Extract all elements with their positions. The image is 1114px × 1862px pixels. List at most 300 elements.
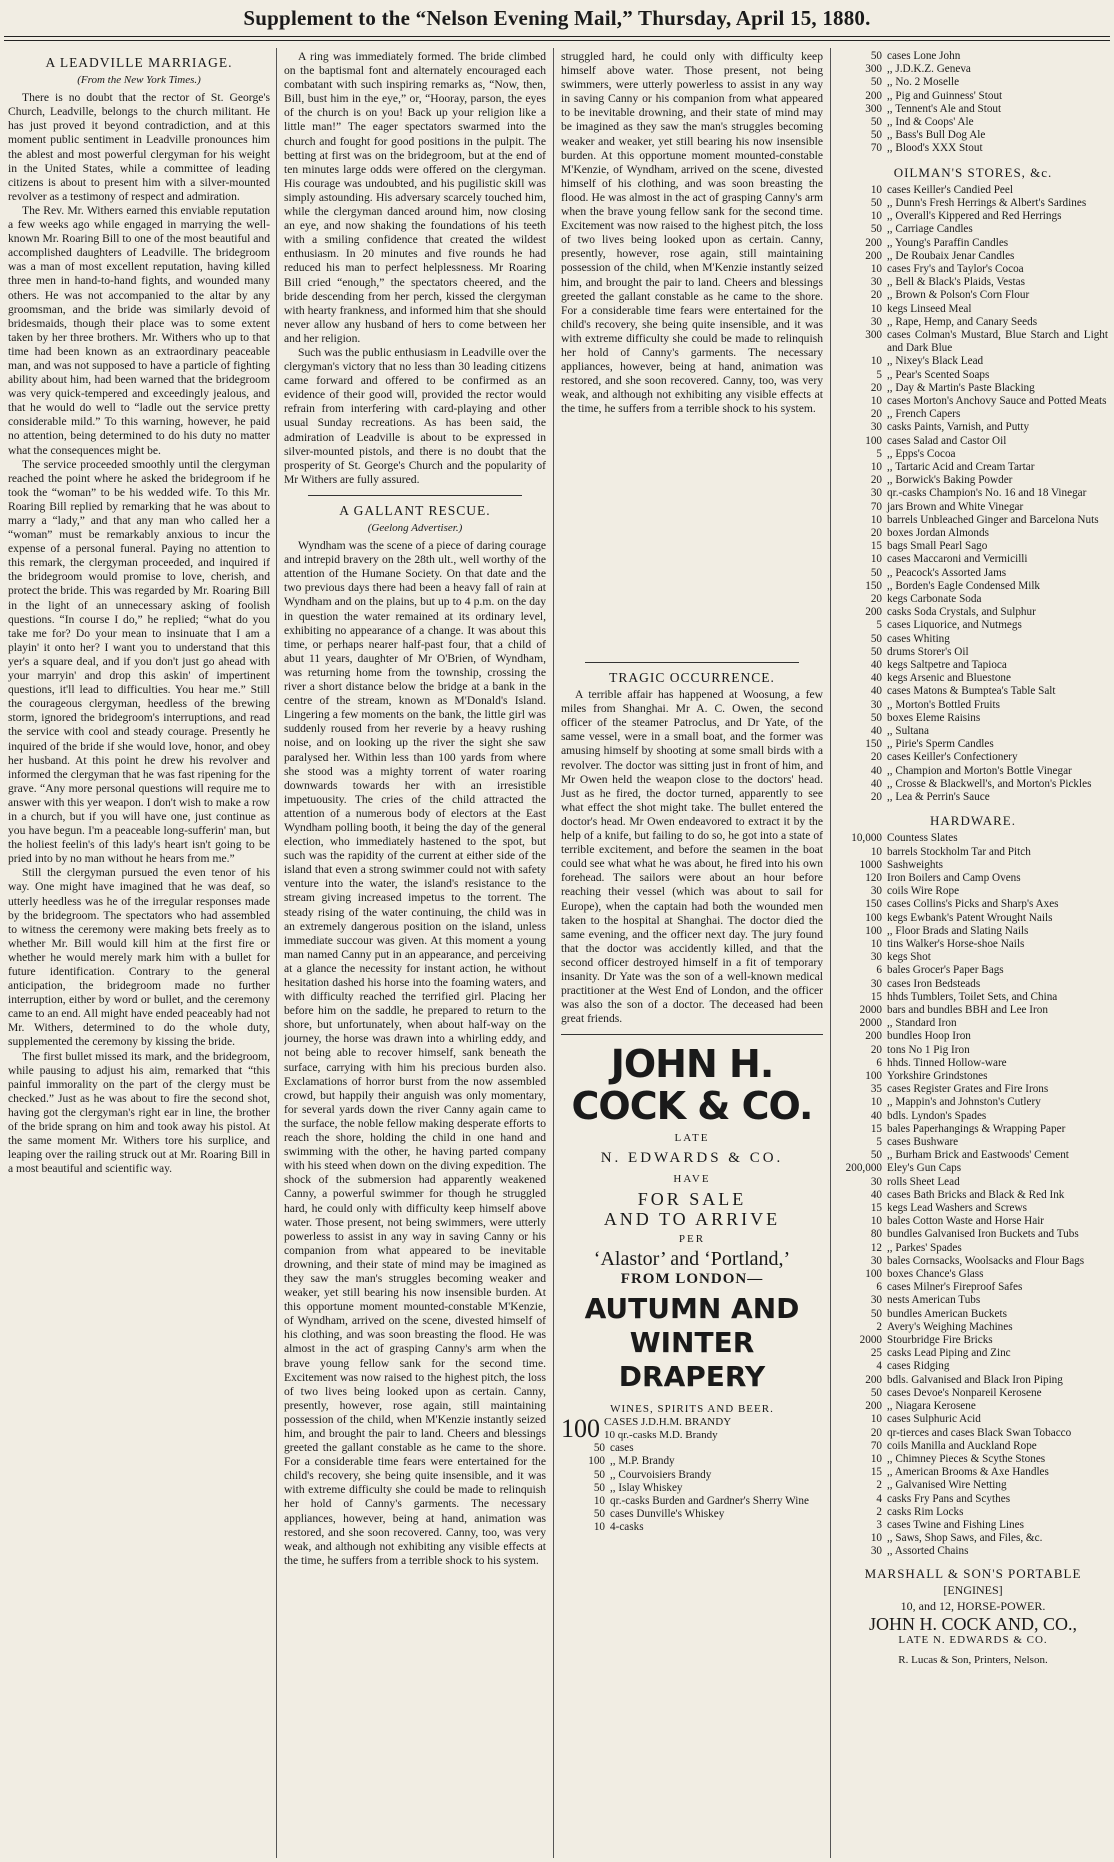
advert-have: HAVE [673,1172,711,1185]
item-quantity: 100 [865,1268,882,1281]
article-source: (Geelong Advertiser.) [367,522,463,534]
oilmen-item [838,474,1108,487]
item-quantity: 100 [865,434,882,447]
hardware-item [838,1466,1108,1479]
item-description: ,, Niagara Kerosene [887,1400,976,1413]
item-quantity: 20 [870,751,882,764]
item-quantity: 50 [870,1386,882,1399]
item-description: Yorkshire Grindstones [887,1070,988,1083]
item-quantity: 70 [870,1439,882,1452]
paragraph-continued: struggled hard, he could only with difficulty keep himself above water. Those present, not being swimmers, were utterly powerless to assist in any way in saving Canny or his companion from what appeared to be inevitable drowning, and their state of mind may be imagined as they saw the man's struggles becoming weaker and weaker, yet still bearing his now insensible burden. At this opportune moment mounted-constable M'Kenzie, of Wyndham, arrived on the scene, divested himself of his clothing, and was soon breasting the flood. He was almost in the act of grasping Canny's arm when the brave young fellow sank for the second time. Excitement was now raised to the highest pitch, the loss of two lives being looked upon as certain. Canny, presently, however, rose again, still maintaining possession of the child, when M'Kenzie instantly seized him, and brought the pair to land. Cheers and blessings greeted the gallant constable as he came to the shore. For a considerable time fears were entertained for the child's recovery, she being quite insensible, and it was with extreme difficulty she could be made to relinquish her hold of Canny's garments. The necessary appliances, however, being at hand, animation was restored, and she soon recovered. Canny, too, was very weak, and although not exhibiting any visible effects at the time, he suffers from a terrible shock to his system. [561,50,823,416]
brandy-entry [561,1416,823,1442]
item-description: Avery's Weighing Machines [887,1320,1013,1333]
paragraph: A terrible affair has happened at Woosung, a few miles from Shanghai. Mr A. C. Owen, the second officer of the steamer Patroclus, and Dr Yate, of the same vessel, were in a small boat, and the former was amusing himself by shooting at some small birds with a revolver. The doctor was sitting just in front of him, and Mr Owen held the weapon close to the doctors' head. Just as he fired, the doctor turned, apparently to see what effect the shot might take. The bullet entered the doctor's head. Mr Owen endeavored to extract it by the help of a knife, but failing to do so, he got into a state of terrible excitement, and before the seamen in the boat could see what what he was about, he fired into his own forehead. The sailors were about an hour before reaching their vessel (which was about to sail for Europe), when the captain had both the wounded men taken to the hospital at Shanghai. The doctor died the same evening, and the officer next day. The jury found that the doctor was accidently killed, and that the second officer destroyed himself in a fit of temporary insanity. Dr Yate was the son of a well-known medical practitioner at the West End of London, and the officer was also the son of a doctor. The deceased had been great friends. [561,688,823,1026]
item-description: tins Walker's Horse-shoe Nails [887,937,1025,950]
hardware-item [838,1110,1108,1123]
oilmen-item [838,791,1108,804]
hardware-item [838,1242,1108,1255]
item-quantity: 200 [865,1400,882,1413]
item-description: ,, Courvoisiers Brandy [610,1468,712,1481]
item-quantity: 40 [870,777,882,790]
item-description: bdls. Lyndon's Spades [887,1109,987,1122]
hardware-item [838,1136,1108,1149]
column-divider [276,48,277,1858]
hardware-item [838,846,1108,859]
item-quantity: 15 [870,540,882,553]
hardware-item [838,1083,1108,1096]
advert-wines-heading: WINES, SPIRITS AND BEER. [610,1403,774,1416]
item-quantity: 15 [870,1122,882,1135]
oilmen-item [838,316,1108,329]
wine-item [561,1508,823,1521]
item-quantity: 20 [870,381,882,394]
engines-title: MARSHALL & SON'S PORTABLE [864,1565,1082,1581]
oilmen-item [838,659,1108,672]
item-description: ,, Islay Whiskey [610,1481,683,1494]
hardware-item [838,1123,1108,1136]
item-description: jars Brown and White Vinegar [887,500,1024,513]
item-quantity: 50 [870,50,882,62]
oilmen-item [838,646,1108,659]
paragraph: The Rev. Mr. Withers earned this enviable reputation a few weeks ago while engaged in marrying the well-known Mr. Roaring Bill to one of the most beautiful and accomplished daughters of Leadville. The bridegroom was a man of most excellent reputation, having killed three men in hand-to-hand fights, and wounded many others. He was not accompanied to the altar by any groomsman, and the bride was similarly devoid of bridesmaids, though their place was to some extent taken by her three brothers. Mr. Withers who up to that time had been known as an extraordinary peaceable man, and was not supposed to have a particle of fighting ability about him, had been warned that the bridegroom was very quick-tempered and exceedingly jealous, and that he would do well to “ladle out the service pretty considerable mild.” To this warning, however, he paid no attention, being determined to do his duty no matter what the consequences might be. [8,203,270,457]
article-divider [308,495,522,496]
paragraph: Such was the public enthusiasm in Leadville over the clergyman's victory that no less than 30 leading citizens came forward and offered to be confirmed as an evidence of their good will, provided the rector would refrain from interfering with card-playing and other usual Sunday recreations. As has been said, the admiration of Leadville is about to be expressed in silver-mounted pistols, and there is no doubt that the prosperity of St. George's Church and the popularity of Mr Withers are fully assured. [284,345,546,486]
footer-late: LATE N. EDWARDS & CO. [898,1633,1048,1646]
item-description: cases Bath Bricks and Black & Red Ink [887,1188,1065,1201]
item-description: ,, Saws, Shop Saws, and Files, &c. [887,1532,1043,1545]
footer-firm: JOHN H. COCK AND, CO., [868,1613,1078,1634]
item-description: qr.-casks Burden and Gardner's Sherry Wine [610,1495,809,1507]
item-quantity: 100 [865,1070,882,1083]
oilmen-item [838,421,1108,434]
item-description: Sashweights [887,858,943,871]
item-quantity: 30 [870,1294,882,1307]
item-description: ,, Bell & Black's Plaids, Vestas [887,276,1025,289]
item-description: cases Maccaroni and Vermicilli [887,553,1028,566]
item-quantity: 50 [593,1442,605,1455]
item-quantity: 30 [870,276,882,289]
hardware-item [838,1228,1108,1241]
item-description: boxes Chance's Glass [887,1268,984,1281]
item-quantity: 15 [870,990,882,1003]
hardware-item [838,1374,1108,1387]
item-quantity: 2 [876,1505,882,1518]
item-description: Eley's Gun Caps [887,1162,962,1175]
item-description: barrels Unbleached Ginger and Barcelona Nuts [887,513,1099,526]
item-quantity: 150 [865,898,882,911]
column-2 [284,50,546,1856]
wine-item [561,1469,823,1482]
beer-item [838,129,1108,142]
item-description: kegs Ewbank's Patent Wrought Nails [887,911,1053,924]
item-quantity: 30 [870,951,882,964]
item-description: ,, J.D.K.Z. Geneva [887,63,971,76]
advert-ships: ‘Alastor’ and ‘Portland,’ [593,1247,791,1270]
item-description: kegs Shot [887,951,931,964]
item-quantity: 30 [870,421,882,434]
item-quantity: 10 [870,1096,882,1109]
hardware-item [838,1162,1108,1175]
item-description: bags Small Pearl Sago [887,540,988,553]
item-quantity: 2000 [859,1334,882,1347]
item-quantity: 30 [870,1545,882,1558]
item-description: ,, Pig and Guinness' Stout [887,89,1003,102]
oilmen-item [838,699,1108,712]
oilmen-item [838,725,1108,738]
item-description: cases Whiting [887,632,950,645]
item-description: ,, Standard Iron [887,1017,957,1030]
item-quantity: 50 [870,116,882,129]
item-description: bars and bundles BBH and Lee Iron [887,1004,1048,1016]
item-quantity: 300 [865,328,882,341]
hardware-item [838,1149,1108,1162]
oilmen-item [838,487,1108,500]
brandy-line: 10 qr.-casks M.D. Brandy [604,1429,718,1442]
item-quantity: 10 [593,1521,605,1534]
footer-advert [838,1567,1108,1668]
item-quantity: 20 [870,527,882,539]
beer-item [838,63,1108,76]
hardware-item [838,1545,1108,1558]
oilmen-item [838,751,1108,764]
hardware-item [838,938,1108,951]
hardware-item [838,1017,1108,1030]
item-description: ,, De Roubaix Jenar Candles [887,249,1015,262]
item-description: cases Milner's Fireproof Safes [887,1281,1023,1294]
hardware-item [838,1070,1108,1083]
hardware-item [838,898,1108,911]
item-quantity: 2000 [859,1017,882,1030]
item-quantity: 30 [870,977,882,990]
item-description: cases Colman's Mustard, Blue Starch and Light and Dark Blue [887,328,1108,355]
item-quantity: 50 [870,196,882,209]
advert-per: PER [678,1232,706,1245]
item-description: cases Keiller's Candied Peel [887,183,1013,196]
item-description: 4-casks [610,1521,644,1534]
item-description: barrels Stockholm Tar and Pitch [887,845,1031,858]
advert-for-sale: FOR SALE [637,1188,747,1209]
oilmen-item [838,448,1108,461]
oilmen-item [838,223,1108,236]
hardware-item [838,1347,1108,1360]
oilmen-item [838,435,1108,448]
hardware-item [838,1440,1108,1453]
engines-horsepower: 10, and 12, HORSE-POWER. [900,1598,1046,1613]
oilmen-item [838,276,1108,289]
oilmen-item [838,606,1108,619]
beer-item [838,103,1108,116]
oilmen-item [838,210,1108,223]
oilmen-item [838,197,1108,210]
item-quantity: 100 [588,1455,605,1468]
wine-item [561,1495,823,1508]
item-quantity: 10 [870,553,882,566]
item-quantity: 150 [865,738,882,751]
item-quantity: 50 [870,1149,882,1162]
item-quantity: 2 [876,1320,882,1333]
item-description: cases Collins's Picks and Sharp's Axes [887,898,1059,911]
hardware-item [838,951,1108,964]
oilmen-item [838,329,1108,355]
item-quantity: 10 [870,460,882,473]
item-quantity: 10 [870,183,882,196]
item-quantity: 40 [870,764,882,777]
oilmen-item [838,514,1108,527]
item-quantity: 15 [870,1466,882,1479]
paragraph: The service proceeded smoothly until the clergyman reached the point where he asked the bridegroom if he took the “woman” to be his wedded wife. To this Mr. Roaring Bill replied by remarking that he was about to marry a “lady,” and that any man who called her a “woman” must be remarkably anxious to incur the expense of a personal funeral. Paying no attention to this remark, the clergyman proceeded, and inquired if the bridegroom would promise to love, cherish, and protect the bride. This was regarded by Mr. Roaring Bill in the light of an unnecessary asking of foolish questions. “In course I do,” he replied; “what do you take me for? Do your mean to insinuate that I am a playin' it onto her? I want you to understand that this yer's a square deal, and if you don't just go ahead with your marryin' and drop this askin' of impertinent questions, it'll lead to difficulties. You hear me.” Still the courageous clergyman, heedless of the brewing storm, ignored the bridegroom's interruptions, and read the service with cool and steady courage. Presently he inquired of the bride if she would love, honor, and obey her husband. At this point he drew his revolver and informed the clergyman that he was fast ripening for the grave. “Any more personal questions will require me to answer with this yer weapon. I don't wish to make a row in a church, but if you will have one, just continue as you have begun. I'm a peaceable long-sufferin' man, but the holiest feelin's of this lady's heart isn't going to be pried into by no man without he hears from me.” [8,457,270,866]
section-heading: OILMAN'S STORES, &c. [893,164,1053,180]
item-description: ,, M.P. Brandy [610,1455,675,1468]
oilmen-item [838,289,1108,302]
item-quantity: 20 [870,791,882,804]
item-quantity: 30 [870,315,882,328]
item-description: ,, Lea & Perrin's Sauce [887,791,990,804]
column-divider [830,48,831,1858]
item-description: ,, Floor Brads and Slating Nails [887,924,1029,937]
item-quantity: 20 [870,408,882,421]
item-quantity: 40 [870,659,882,672]
item-quantity: 5 [876,447,882,460]
hardware-item [838,1453,1108,1466]
paragraph: A ring was immediately formed. The bride climbed on the baptismal font and alternately encouraged each combatant with such inspiring remarks as, “Now, then, Bill, bust him in the eye,” or, “Hooray, parson, the eyes of the church is on you! Back up your religion like a little man!” The eager spectators swarmed into the church and fought for good positions in the pulpit. The betting at first was on the bridegroom, but at the end of ten minutes large odds were offered on the clergyman. His courage was undoubted, and his pugilistic skill was simply astounding. His adversary scarcely touched him, while the clergyman danced around him, now closing an eye, and now shaking the foundations of his teeth with a smiling confidence that created the wildest enthusiasm. In 20 minutes and five rounds he had reduced his man to perfect helplessness. Mr Roaring Bill cried “enough,” the spectators cheered, and the bride descending from her perch, kissed the clergyman with hearty frankness, and informed him that she should never allow any husband of hers to come between her and her religion. [284,50,546,345]
item-quantity: 200 [865,89,882,102]
item-description: ,, Dunn's Fresh Herrings & Albert's Sardines [887,196,1087,209]
hardware-item [838,1281,1108,1294]
article-continuation [561,50,823,654]
item-description: ,, Day & Martin's Paste Blacking [887,381,1035,394]
advert-winter: WINTER DRAPERY [618,1326,766,1394]
wines-list [561,1442,823,1534]
column-divider [553,48,554,1858]
item-description: cases Ridging [887,1360,950,1373]
item-quantity: 10 [870,845,882,858]
item-quantity: 50 [870,645,882,658]
item-quantity: 50 [870,566,882,579]
item-description: cases Devoe's Nonpareil Kerosene [887,1386,1042,1399]
item-description: cases Bushware [887,1136,959,1149]
oilmen-item [838,580,1108,593]
item-quantity: 5 [876,368,882,381]
oilmen-item [838,369,1108,382]
item-quantity: 10 [870,394,882,407]
hardware-item [838,1202,1108,1215]
item-quantity: 100 [865,911,882,924]
advert-firm-name: JOHN H. COCK & CO. [571,1042,813,1129]
hardware-item [838,832,1108,845]
section-heading: HARDWARE. [930,813,1016,829]
item-quantity: 20 [870,474,882,487]
hardware-item [838,1308,1108,1321]
item-description: ,, Tartaric Acid and Cream Tartar [887,460,1035,473]
item-description: cases Morton's Anchovy Sauce and Potted Meats [887,394,1107,407]
article-title: A LEADVILLE MARRIAGE. [45,55,233,70]
advert-late: LATE [674,1132,710,1145]
item-description: ,, Bass's Bull Dog Ale [887,129,986,142]
item-quantity: 20 [870,289,882,302]
item-description: cases Matons & Bumptea's Table Salt [887,685,1056,698]
oilmen-item [838,527,1108,540]
item-description: bales Paperhangings & Wrapping Paper [887,1122,1066,1135]
wine-item [561,1482,823,1495]
hardware-item [838,1427,1108,1440]
item-description: ,, Brown & Polson's Corn Flour [887,289,1030,302]
oilmen-item [838,712,1108,725]
item-quantity: 300 [865,102,882,115]
hardware-item [838,1057,1108,1070]
item-quantity: 4 [876,1492,882,1505]
item-description: cases [610,1442,634,1455]
hardware-item [838,1189,1108,1202]
item-description: kegs Arsenic and Bluestone [887,672,1011,685]
hardware-item [838,1215,1108,1228]
item-description: ,, Borden's Eagle Condensed Milk [887,579,1041,592]
article-title: A GALLANT RESCUE. [339,502,491,518]
item-description: ,, Overall's Kippered and Red Herrings [887,210,1062,223]
wine-item [561,1455,823,1468]
item-quantity: 10 [870,1532,882,1545]
item-quantity: 50 [870,711,882,724]
item-quantity: 40 [870,1188,882,1201]
oilmen-item [838,303,1108,316]
item-quantity: 10 [870,1215,882,1228]
item-quantity: 6 [876,964,882,977]
hardware-item [838,964,1108,977]
item-quantity: 10 [870,937,882,950]
hardware-item [838,1387,1108,1400]
oilmen-item [838,263,1108,276]
item-description: hhds Tumblers, Toilet Sets, and China [887,990,1058,1003]
oilmen-item [838,593,1108,606]
item-description: kegs Saltpetre and Tapioca [887,659,1007,672]
oilmen-list [838,184,1108,805]
item-quantity: 30 [870,698,882,711]
item-quantity: 100 [865,924,882,937]
item-quantity: 20 [870,1043,882,1056]
paragraph: Wyndham was the scene of a piece of daring courage and intrepid bravery on the 28th ult., well worthy of the attention of the Humane Society. On that date and the two previous days there had been a heavy fall of rain at Wyndham and on the plains, but up to 4 p.m. on the day in question the water remained at its ordinary level, exhibiting no appearance of a change. It was about this time, or perhaps nearer half-past four, that a child of abut 11 years, daughter of Mr O'Brien, of Wyndham, was returning home from the township, crossing the river a short distance below the bridge at a bank in the centre of the stream, known as M'Donald's Island. Lingering a few moments on the bank, the little girl was suddenly roused from her reverie by a heavy rushing noise, and on looking up the river the sight she saw paralysed her. Within less than 100 yards from where she stood was a mighty torrent of water roaring downwards towards her with an irresistible impetuousity. The cries of the child attracted the attention of a numerous body of electors at the East Wyndham polling booth, it being the day of the general election, who immediately hastened to the spot, but such was the rapidity of the current at either side of the island that even a strong swimmer could not with safety venture into the water, the island's resistance to the stream giving increased impetus to the torrent. The steady rising of the water continuing, the child was in an extremely dangerous position on the island, unless immediate succour was given. At this moment a young man named Canny put in an appearance, and perceiving at a glance the necessity for instant action, he without hesitation dashed his horse into the foaming waters, and with difficulty reached the terrified girl. Placing her before him on the saddle, he prepared to return to the shore, but unfortunately, when about half-way on the journey, the horse was drawn into a whirling eddy, and not being able to recover himself, sank beneath the surface, carrying with him his precious burden also. Exclamations of horror burst from the now assembled crowd, but happily their anguish was only momentary, for several yards down the river Canny again came to the surface, the noble fellow making desperate efforts to reach the shore, holding the child in one hand and swimming with the other, he having parted company with his steed when down on the diving expedition. The shock of the submersion had apparently weakened Canny, a powerful swimmer for though he struggled hard, he could only with difficulty keep himself above water. Those present, not being swimmers, were utterly powerless to assist in any way in saving Canny or his companion from what appeared to be inevitable drowning, and their state of mind may be imagined as they saw the man's struggles becoming weaker and weaker, yet still bearing his now insensible burden. At this opportune moment mounted-constable M'Kenzie, of Wyndham, arrived on the scene, divested himself of his clothing, and was soon breasting the flood. He was almost in the act of grasping Canny's arm when the brave young fellow sank for the second time. Excitement was now raised to the highest pitch, the loss of two lives being looked upon as certain. Canny, presently, however, rose again, still maintaining possession of the child, when M'Kenzie instantly seized him, and brought the pair to land. Cheers and blessings greeted the gallant constable as he came to the shore. For a considerable time fears were entertained for the child's recovery, she being quite insensible, and it was with extreme difficulty she could be made to relinquish her hold of Canny's garments. The necessary appliances, however, being at hand, animation was restored, and she soon recovered. Canny, too, was very weak, and although not exhibiting any visible effects at the time, he suffers from a terrible shock to his system. [284,539,546,1567]
item-quantity: 35 [870,1083,882,1096]
hardware-item [838,912,1108,925]
item-quantity: 50 [870,632,882,645]
item-description: cases Liquorice, and Nutmegs [887,619,1022,632]
item-quantity: 50 [593,1468,605,1481]
item-quantity: 200 [865,606,882,619]
item-description: ,, Galvanised Wire Netting [887,1479,1007,1492]
item-description: bundles Galvanised Iron Buckets and Tubs [887,1228,1079,1241]
item-quantity: 6 [876,1056,882,1069]
column-3 [561,50,823,1856]
item-description: hhds. Tinned Hollow-ware [887,1056,1007,1069]
item-description: ,, Pirie's Sperm Candles [887,738,994,751]
beer-item [838,90,1108,103]
item-description: Iron Boilers and Camp Ovens [887,871,1021,884]
column-1 [8,50,270,1856]
item-description: boxes Jordan Almonds [887,527,989,539]
hardware-item [838,1519,1108,1532]
item-quantity: 10 [870,302,882,315]
item-description: casks Rim Locks [887,1505,964,1518]
oilmen-item [838,567,1108,580]
item-description: ,, Chimney Pieces & Scythe Stones [887,1452,1046,1465]
hardware-item [838,1532,1108,1545]
item-quantity: 10,000 [851,832,882,845]
item-description: boxes Eleme Raisins [887,711,981,724]
oilmen-item [838,237,1108,250]
item-quantity: 10 [593,1495,605,1507]
oilmen-item [838,738,1108,751]
paragraph: There is no doubt that the rector of St. George's Church, Leadville, belongs to the church militant. He has just proved it beyond contradiction, and at this moment public sentiment in Leadville pronounces him the ablest and most powerful clergyman for his weight in the United States, while a committee of leading citizens is about to present him with a silver-mounted revolver as a testimony of respect and admiration. [8,91,270,203]
item-description: Countess Slates [887,832,958,845]
item-quantity: 40 [870,685,882,698]
item-quantity: 300 [865,63,882,76]
hardware-item [838,991,1108,1004]
item-quantity: 50 [870,223,882,236]
item-quantity: 200 [865,236,882,249]
item-description: ,, Pear's Scented Soaps [887,368,990,381]
item-description: qr.-casks Champion's No. 16 and 18 Vinegar [887,487,1087,500]
masthead: Supplement to the “Nelson Evening Mail,” Thursday, April 15, 1880. [243,6,871,30]
beer-item [838,76,1108,89]
item-quantity: 200,000 [845,1162,882,1175]
beer-list [838,50,1108,156]
item-description: bales Grocer's Paper Bags [887,964,1004,977]
item-quantity: 25 [870,1347,882,1360]
item-description: kegs Lead Washers and Screws [887,1202,1027,1215]
item-quantity: 50 [593,1508,605,1521]
item-description: kegs Carbonate Soda [887,593,982,606]
hardware-item [838,1268,1108,1281]
oilmen-item [838,553,1108,566]
advert-to-arrive: AND TO ARRIVE [603,1208,781,1229]
item-description: ,, Mappin's and Johnston's Cutlery [887,1096,1041,1109]
item-description: cases Dunville's Whiskey [610,1508,725,1521]
item-quantity: 1000 [859,858,882,871]
wine-item [561,1521,823,1534]
hardware-item [838,859,1108,872]
item-description: cases Keiller's Confectionery [887,751,1018,764]
item-description: ,, Nixey's Black Lead [887,355,984,368]
item-quantity: 40 [870,672,882,685]
article-title: TRAGIC OCCURRENCE. [609,670,775,685]
article-source: (From the New York Times.) [77,74,201,87]
item-quantity: 5 [876,619,882,632]
paragraph: The first bullet missed its mark, and the bridegroom, while pausing to adjust his aim, remarked that “this painful immorality on the part of the clergy must be checked.” Just as he was about to fire the second shot, having got the clergyman's right ear in line, the brother of the bride sprang on him and took away his pistol. At the same moment Mr. Withers tore his surplice, and leaping over the railing struck out at Mr. Roaring Bill in a most beautiful and scientific way. [8,1049,270,1176]
item-description: rolls Sheet Lead [887,1175,960,1188]
paragraph: Still the clergyman pursued the even tenor of his way. One might have imagined that he was deaf, so utterly heedless was he of the irregular responses made by the bridegroom. The spectators who had assembled to witness the ceremony were making bets freely as to whether Mr. Bill would kill him at the first fire or whether he would merely mark him with a bullet for future identification. Contrary to the general anticipation, the bridegroom made no further interruption, either by word or bullet, and the ceremony came to an end. All might have ended peaceably had not Mr. Withers, determined to do the whole duty, supplemented the ceremony by kissing the bride. [8,866,270,1049]
hardware-item [838,925,1108,938]
item-description: cases Sulphuric Acid [887,1413,981,1426]
item-description: ,, No. 2 Moselle [887,76,960,89]
item-description: ,, Burham Brick and Eastwoods' Cement [887,1149,1069,1162]
hardware-item [838,978,1108,991]
oilmen-item [838,778,1108,791]
hardware-item [838,1334,1108,1347]
item-description: cases Register Grates and Fire Irons [887,1083,1049,1096]
oilmen-item [838,501,1108,514]
advert-previous-firm: N. EDWARDS & CO. [600,1150,784,1167]
advert-divider [561,1034,823,1035]
oilmen-item [838,408,1108,421]
item-description: ,, Young's Paraffin Candles [887,236,1009,249]
hardware-item [838,1255,1108,1268]
oilmen-item [838,184,1108,197]
item-quantity: 20 [870,1426,882,1439]
oilmen-item [838,619,1108,632]
item-quantity: 30 [870,487,882,500]
item-quantity: 10 [870,210,882,223]
item-description: drums Storer's Oil [887,645,969,658]
item-quantity: 10 [870,1452,882,1465]
item-quantity: 200 [865,1373,882,1386]
